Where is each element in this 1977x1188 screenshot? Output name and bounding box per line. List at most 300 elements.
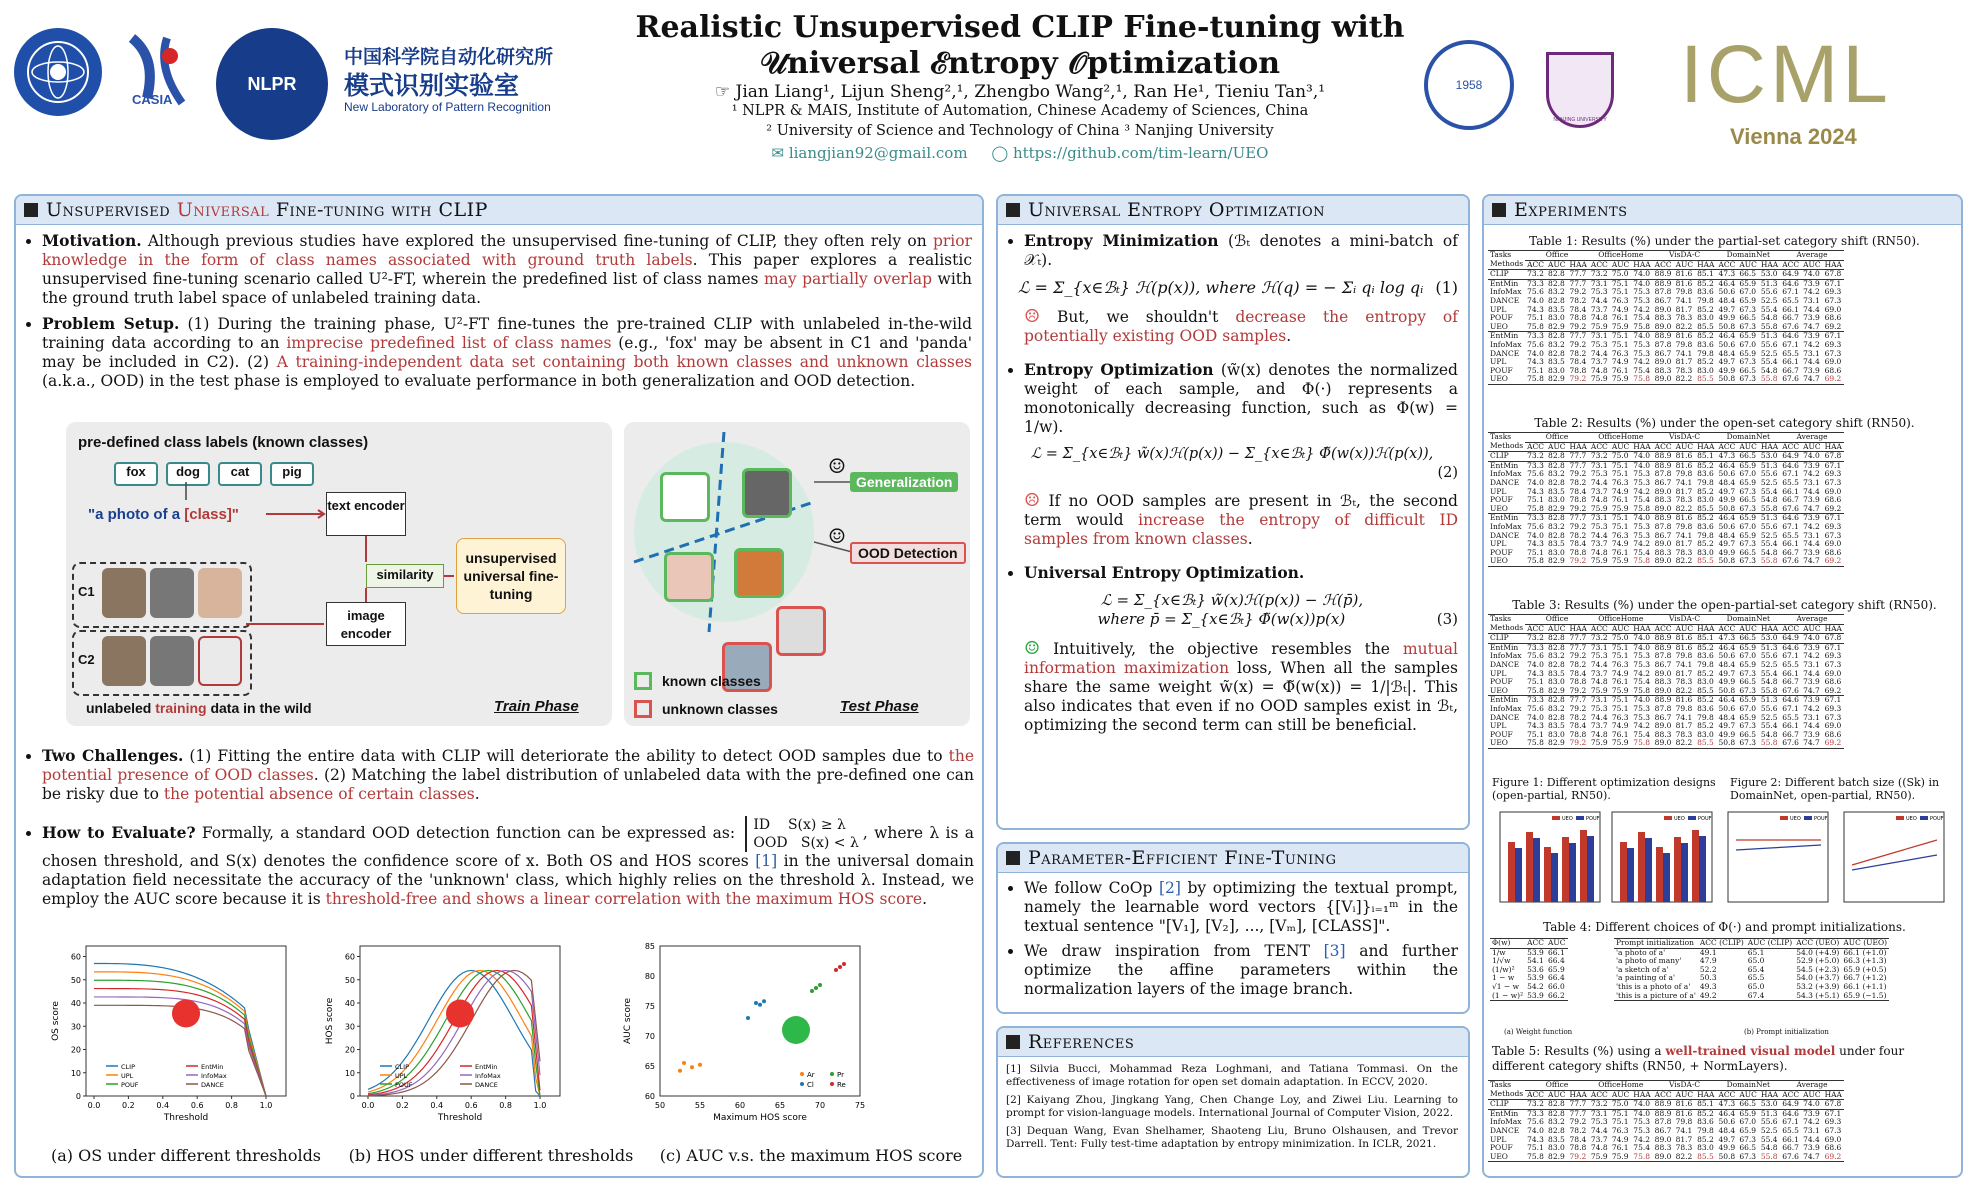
table-cell: 69.3	[1824, 521, 1842, 531]
table-cell: 89.0	[1654, 1134, 1672, 1144]
table-cell: 73.9	[1803, 331, 1820, 341]
table-cell: 66.4	[1548, 956, 1565, 966]
table-cell: 54.8	[1760, 365, 1778, 375]
table-cell: 67.3	[1824, 530, 1842, 540]
table-cell: EntMin	[1490, 460, 1519, 470]
table-cell: 55.4	[1760, 668, 1778, 678]
head-group: Average	[1780, 251, 1844, 261]
table-cell: 79.8	[1675, 287, 1693, 297]
table-cell: 64.6	[1782, 278, 1799, 288]
legend-label: UPL	[395, 1072, 408, 1080]
table-cell: 66.7	[1782, 1143, 1799, 1153]
table-cell: 54.8	[1760, 1143, 1778, 1153]
table-cell: 85.2	[1697, 460, 1714, 470]
head-col: AUC	[1803, 623, 1821, 633]
table-cell: 75.3	[1633, 530, 1650, 540]
unknown-swatch	[634, 700, 652, 718]
table-cell: 85.1	[1697, 451, 1714, 461]
table-cell: 74.0	[1633, 460, 1650, 470]
table-cell: 75.3	[1633, 339, 1650, 349]
caption-auc: (c) AUC v.s. the maximum HOS score	[659, 1146, 963, 1165]
table-cell: 67.3	[1824, 1125, 1842, 1135]
table-cell: 82.8	[1548, 331, 1565, 341]
class-chip-pig: pig	[270, 462, 314, 486]
table-cell: 55.8	[1760, 685, 1778, 695]
table-cell: 54.0 (+4.9)	[1796, 947, 1840, 957]
table-cell: 74.2	[1803, 521, 1820, 531]
table-cell: 75.8	[1527, 685, 1544, 695]
table-cell: 66.4	[1548, 973, 1565, 983]
table-cell: 75.9	[1611, 1151, 1629, 1161]
table-cell: 66.5	[1739, 633, 1757, 643]
head-col: ACC (UEO)	[1796, 938, 1840, 947]
table-row	[1614, 992, 1889, 1001]
table-cell: 76.1	[1611, 677, 1629, 687]
table-cell: 85.2	[1697, 278, 1714, 288]
table-cell: 89.0	[1654, 668, 1672, 678]
table-cell: 67.6	[1782, 503, 1799, 513]
table-cell: 73.2	[1590, 269, 1608, 279]
table-cell: POUF	[1490, 1143, 1513, 1153]
table-cell: 74.0	[1527, 295, 1544, 305]
table-row	[1488, 270, 1844, 280]
table-cell: 79.8	[1675, 703, 1693, 713]
test-thumb-fox	[734, 548, 784, 598]
table-cell: 64.6	[1782, 1108, 1799, 1118]
table-cell: 67.8	[1824, 451, 1842, 461]
head-col: ACC	[1654, 441, 1672, 451]
table-cell: 'this is a picture of a'	[1616, 990, 1696, 1000]
table-cell: 83.6	[1697, 287, 1714, 297]
table-cell: 85.5	[1697, 738, 1714, 748]
table-cell: 77.7	[1569, 269, 1587, 279]
y-tick-label: 75	[644, 1002, 655, 1011]
table-cell: 73.1	[1803, 659, 1820, 669]
table-cell: 75.3	[1590, 1117, 1608, 1127]
table-cell: 75.4	[1633, 1143, 1650, 1153]
table-cell: 88.9	[1654, 695, 1672, 705]
panel-heading: Unsupervised Universal Fine-tuning with CLIP	[16, 196, 982, 225]
table-cell: 89.0	[1654, 304, 1672, 314]
scatter-point-Re	[834, 968, 838, 972]
head-col: AUC	[1803, 441, 1821, 451]
table-cell: 74.0	[1527, 712, 1544, 722]
table-cell: 66.5	[1739, 1099, 1757, 1109]
coop-item: • We follow CoOp [2] by optimizing the textual prompt, namely the learnable word vectors {[Vᵢ]}ᵢ₌₁ᵐ in the textual sentence "[V₁], [V₂], ..., [Vₘ], [CLASS]".	[1024, 879, 1458, 936]
sad-face-icon	[172, 1000, 200, 1028]
panel-experiments	[1482, 194, 1963, 1178]
table-cell: 75.3	[1633, 703, 1650, 713]
table-cell: 65.5	[1782, 348, 1799, 358]
table1	[1488, 250, 1844, 385]
table-cell: 74.4	[1590, 348, 1608, 358]
table-cell: 67.3	[1739, 486, 1757, 496]
table-cell: 68.6	[1824, 729, 1842, 739]
legend-swatch	[1552, 816, 1560, 820]
x-tick-label: 0.4	[430, 1101, 444, 1110]
table-cell: 54.8	[1760, 729, 1778, 739]
table-cell: 82.2	[1675, 738, 1693, 748]
table-cell: 74.7	[1803, 738, 1820, 748]
thumb-dog-2	[102, 636, 146, 686]
table-cell: 88.9	[1654, 278, 1672, 288]
table-cell: 88.9	[1654, 513, 1672, 523]
table-cell: 88.3	[1654, 365, 1672, 375]
y-tick-label: 85	[644, 942, 655, 951]
table-cell: 67.1	[1824, 278, 1842, 288]
table-cell: 50.6	[1718, 287, 1736, 297]
table-cell: 48.4	[1718, 659, 1736, 669]
table-cell: 82.9	[1548, 556, 1565, 566]
table-cell: 75.9	[1611, 503, 1629, 513]
head-col: AUC	[1803, 259, 1821, 269]
table-cell: 83.5	[1548, 1134, 1565, 1144]
y-tick-label: 60	[644, 1092, 655, 1101]
table-cell: 67.8	[1824, 633, 1842, 643]
table-cell: 66.1 (+1.0)	[1843, 947, 1887, 957]
table-cell: 67.3	[1824, 659, 1842, 669]
table-cell: 50.6	[1718, 469, 1736, 479]
table-cell: 67.6	[1782, 374, 1799, 384]
table-cell: 75.1	[1611, 513, 1629, 523]
table-cell: 75.8	[1633, 321, 1650, 331]
table-cell: 75.4	[1633, 365, 1650, 375]
ref-link-1[interactable]: [1]	[755, 852, 778, 870]
head-col: HAA	[1633, 623, 1651, 633]
table-cell: 79.8	[1675, 339, 1693, 349]
table-cell: 67.0	[1739, 521, 1757, 531]
head-col: HAA	[1760, 441, 1779, 451]
panel-unsupervised-finetuning	[14, 194, 984, 1178]
table-cell: 67.0	[1739, 287, 1757, 297]
x-tick-label: 0.8	[499, 1101, 512, 1110]
table-cell: 74.0	[1633, 695, 1650, 705]
head-col: ACC (CLIP)	[1699, 938, 1744, 947]
bar	[1508, 842, 1515, 902]
table-cell: 67.0	[1739, 651, 1757, 661]
table-cell: 67.3	[1739, 685, 1757, 695]
scatter-point-Cl	[762, 999, 766, 1003]
table-cell: 75.9	[1590, 738, 1608, 748]
table-cell: 74.7	[1803, 503, 1820, 513]
table-cell: 53.0	[1760, 633, 1778, 643]
train-phase-label: Train Phase	[494, 698, 579, 715]
y-axis-label: HOS score	[325, 997, 335, 1045]
table-cell: 88.9	[1654, 331, 1672, 341]
table-cell: 66.5	[1739, 495, 1757, 505]
table-cell: 65.9	[1739, 513, 1757, 523]
legend-label: EntMin	[475, 1063, 498, 1071]
table-cell: 75.3	[1633, 469, 1650, 479]
table-cell: 49.9	[1718, 365, 1736, 375]
head-col: ACC	[1527, 441, 1545, 451]
table-cell: 74.4	[1590, 1125, 1608, 1135]
scatter-point-Pr	[818, 983, 822, 987]
table-cell: 66.5	[1739, 313, 1757, 323]
table-cell: 64.6	[1782, 695, 1799, 705]
series-line-EntMin	[368, 970, 540, 1094]
table-cell: 74.4	[1590, 530, 1608, 540]
table-cell: 79.8	[1675, 521, 1693, 531]
table-cell: 64.6	[1782, 513, 1799, 523]
table-cell: 82.9	[1548, 374, 1565, 384]
nju-logo	[1546, 52, 1614, 128]
table-cell: 88.9	[1654, 451, 1672, 461]
test-thumb-cat	[742, 468, 792, 518]
table-cell: 81.7	[1675, 486, 1693, 496]
table-cell: InfoMax	[1490, 703, 1522, 713]
table-cell: 55.6	[1760, 469, 1778, 479]
table-cell: 54.8	[1760, 495, 1778, 505]
table-cell: 48.4	[1718, 530, 1736, 540]
table-cell: 81.6	[1675, 451, 1693, 461]
table-cell: 74.4	[1803, 304, 1820, 314]
x-axis-label: Threshold	[163, 1113, 209, 1123]
table-cell: 67.0	[1739, 703, 1757, 713]
table-cell: 75.8	[1527, 556, 1544, 566]
x-tick-label: 70	[814, 1101, 826, 1110]
table-cell: 74.9	[1611, 357, 1629, 367]
x-axis-label: Maximum HOS score	[713, 1113, 807, 1123]
table-cell: 73.2	[1590, 451, 1608, 461]
table-cell: 74.2	[1803, 287, 1820, 297]
table-cell: 50.3	[1699, 973, 1717, 983]
table-cell: 89.0	[1654, 486, 1672, 496]
table-cell: 81.6	[1675, 331, 1693, 341]
smile-icon-2: ☺	[828, 524, 846, 548]
table-cell: 79.8	[1697, 295, 1714, 305]
table-cell: 73.1	[1590, 1108, 1608, 1118]
nlpr-label: NLPR	[247, 74, 297, 94]
table-cell: 74.0	[1633, 269, 1650, 279]
table-cell: 68.6	[1824, 677, 1842, 687]
table-cell: 74.2	[1803, 703, 1820, 713]
head-tasks: Tasks	[1490, 432, 1512, 442]
table-cell: 65.0	[1747, 981, 1765, 991]
head-col: ACC	[1527, 259, 1545, 269]
results-table	[1488, 250, 1844, 385]
table-cell: 74.4	[1590, 295, 1608, 305]
table-cell: 69.2	[1824, 374, 1842, 384]
table-cell: 75.3	[1633, 651, 1650, 661]
head-col: HAA	[1633, 1089, 1651, 1099]
head-col: AUC	[1548, 441, 1566, 451]
table-cell: 83.5	[1548, 304, 1565, 314]
table-cell: 75.9	[1611, 321, 1629, 331]
table-cell: 83.0	[1697, 677, 1714, 687]
table-cell: 79.8	[1675, 1117, 1693, 1127]
table-cell: 73.1	[1590, 695, 1608, 705]
table4a-subcap: (a) Weight function	[1504, 1028, 1573, 1036]
legend-swatch	[1688, 816, 1696, 820]
table-cell: 79.2	[1569, 503, 1587, 513]
head-methods: Methods	[1490, 259, 1524, 269]
table-cell: EntMin	[1490, 695, 1519, 705]
x-tick-label: 60	[734, 1101, 746, 1110]
table-cell: 77.7	[1569, 460, 1587, 470]
table-cell: 78.8	[1569, 547, 1587, 557]
table-cell: EntMin	[1490, 278, 1519, 288]
table-cell: 76.3	[1611, 530, 1629, 540]
head-col: AUC	[1803, 1089, 1821, 1099]
bar	[1551, 853, 1558, 902]
table-cell: 55.6	[1760, 339, 1778, 349]
table-cell: 69.0	[1824, 1134, 1842, 1144]
table-cell: 47.3	[1718, 451, 1736, 461]
table-cell: 74.0	[1633, 513, 1650, 523]
table-cell: 65.1	[1747, 947, 1765, 957]
table-cell: 75.0	[1611, 269, 1629, 279]
head-col: AUC	[1548, 623, 1566, 633]
table-cell: 78.4	[1569, 1134, 1587, 1144]
table-cell: 46.4	[1718, 1108, 1736, 1118]
known-swatch	[634, 672, 652, 690]
table-cell: 89.0	[1654, 738, 1672, 748]
unknown-label: unknown classes	[662, 701, 778, 717]
table-cell: 75.1	[1611, 287, 1629, 297]
table-cell: 82.8	[1548, 712, 1565, 722]
table-cell: UPL	[1490, 357, 1507, 367]
table-cell: POUF	[1490, 495, 1513, 505]
table-cell: 77.7	[1569, 1108, 1587, 1118]
table-cell: UPL	[1490, 486, 1507, 496]
y-tick-label: 20	[344, 1045, 355, 1055]
table-cell: 88.3	[1654, 1143, 1672, 1153]
table-cell: 55.6	[1760, 287, 1778, 297]
table-cell: 73.9	[1803, 495, 1820, 505]
table-cell: 52.5	[1760, 530, 1778, 540]
table-cell: 74.2	[1633, 357, 1650, 367]
head-group: DomainNet	[1716, 615, 1780, 625]
table-cell: 74.4	[1590, 477, 1608, 487]
table-cell: 75.6	[1527, 703, 1544, 713]
head-col: AUC	[1739, 1089, 1757, 1099]
table-cell: 67.6	[1782, 321, 1799, 331]
test-thumb-dog	[660, 472, 710, 522]
table-cell: 83.0	[1548, 1143, 1565, 1153]
table-cell: 79.8	[1697, 659, 1714, 669]
table5	[1488, 1080, 1844, 1162]
table-cell: 83.0	[1697, 495, 1714, 505]
table-cell: 51.3	[1760, 513, 1778, 523]
table-cell: 82.2	[1675, 556, 1693, 566]
table-cell: 78.4	[1569, 486, 1587, 496]
bar	[1699, 836, 1706, 902]
table-cell: 83.0	[1697, 365, 1714, 375]
table-cell: 85.2	[1697, 668, 1714, 678]
bar	[1580, 830, 1587, 902]
table-cell: 55.8	[1760, 321, 1778, 331]
y-tick-label: 10	[70, 1068, 81, 1078]
email-link[interactable]: ✉ liangjian92@gmail.com	[771, 144, 968, 162]
contact-line	[620, 144, 1420, 162]
table-cell: 78.8	[1569, 1143, 1587, 1153]
table-cell: 73.1	[1803, 1125, 1820, 1135]
bar	[1515, 848, 1522, 902]
table-cell: 75.4	[1633, 677, 1650, 687]
table-cell: 48.4	[1718, 295, 1736, 305]
table-cell: 75.0	[1611, 633, 1629, 643]
table-cell: 49.1	[1699, 947, 1717, 957]
github-link[interactable]: ◯ https://github.com/tim-learn/UEO	[991, 144, 1269, 162]
table-cell: 52.5	[1760, 477, 1778, 487]
table-cell: 48.4	[1718, 477, 1736, 487]
head-group: Office	[1525, 615, 1589, 625]
table-cell: 50.6	[1718, 1117, 1736, 1127]
table-cell: 74.0	[1633, 278, 1650, 288]
head-group: Office	[1525, 1081, 1589, 1091]
caption-os: (a) OS under different thresholds	[50, 1146, 322, 1165]
table-cell: 85.2	[1697, 486, 1714, 496]
evaluate-item: • How to Evaluate? Formally, a standard OOD detection function can be expressed as: ID S(x) ≥ λ OOD S(x) < λ, where λ is a chosen threshold, and S(x) denotes the confidence score of x. Both OS and HOS scores [1] in the universal domain adaptation field necessitate the accuracy of the 'unknown' class, which highly relies on the threshold λ. Instead, we employ the AUC score because it is threshold-free and shows a linear correlation with the maximum HOS score.	[42, 816, 974, 909]
table-cell: 69.3	[1824, 339, 1842, 349]
table-cell: 75.3	[1590, 651, 1608, 661]
table-cell: 77.7	[1569, 695, 1587, 705]
table-row	[1490, 992, 1568, 1001]
table-cell: 51.3	[1760, 1108, 1778, 1118]
table-cell: 65.0	[1747, 956, 1765, 966]
table-cell: 82.2	[1675, 503, 1693, 513]
results-table	[1488, 614, 1844, 749]
table-cell: 64.9	[1782, 633, 1799, 643]
sad-face-icon	[446, 1000, 474, 1028]
legend-label: DANCE	[201, 1081, 224, 1089]
legend-swatch	[1780, 816, 1788, 820]
table-cell: 74.0	[1527, 530, 1544, 540]
bar	[1620, 842, 1627, 902]
table-cell: 'a photo of many'	[1616, 956, 1682, 966]
table-cell: 73.2	[1527, 633, 1544, 643]
table3-caption: Table 3: Results (%) under the open-partial-set category shift (RN50).	[1512, 598, 1937, 612]
table-cell: 46.4	[1718, 695, 1736, 705]
table-cell: 73.3	[1527, 642, 1544, 652]
y-tick-label: 30	[70, 1022, 81, 1032]
table-cell: 66.1	[1782, 668, 1799, 678]
table-cell: 74.8	[1590, 547, 1608, 557]
ref-link-3[interactable]: [3]	[1323, 942, 1346, 960]
table-cell: 89.0	[1654, 1151, 1672, 1161]
y-tick-label: 40	[70, 999, 81, 1008]
table-cell: 66.1	[1782, 1134, 1799, 1144]
table-cell: 76.1	[1611, 547, 1629, 557]
icml-vienna: Vienna 2024	[1730, 124, 1857, 149]
table-cell: 65.9	[1739, 1125, 1757, 1135]
table-cell: 73.9	[1803, 547, 1820, 557]
table-cell: 75.6	[1527, 469, 1544, 479]
bar	[1569, 843, 1576, 902]
ref-link-2[interactable]: [2]	[1158, 879, 1181, 897]
equation-3: ℒ = Σ_{x∈ℬₜ} w̃(x)ℋ(p(x)) − ℋ(p̄), where p̄ = Σ_{x∈ℬₜ} Φ̃(w(x))p(x) (3)	[1097, 591, 1458, 628]
table-cell: 75.8	[1633, 374, 1650, 384]
table-cell: 66.0	[1548, 981, 1565, 991]
table-cell: 83.0	[1697, 547, 1714, 557]
table-cell: 66.1	[1548, 947, 1565, 957]
table-cell: 82.8	[1548, 451, 1565, 461]
table-cell: 52.5	[1760, 1125, 1778, 1135]
table-cell: 55.4	[1760, 357, 1778, 367]
head-col: HAA	[1697, 623, 1715, 633]
table-cell: 67.3	[1824, 712, 1842, 722]
class-chip-cat: cat	[218, 462, 262, 486]
table-cell: 64.9	[1782, 1099, 1799, 1109]
table-cell: 67.6	[1782, 556, 1799, 566]
table-cell: 82.8	[1548, 1125, 1565, 1135]
table-cell: 67.1	[1782, 703, 1799, 713]
table-cell: 74.8	[1590, 365, 1608, 375]
table-cell: UEO	[1490, 321, 1508, 331]
table-cell: 52.5	[1760, 295, 1778, 305]
table-cell: 73.9	[1803, 695, 1820, 705]
